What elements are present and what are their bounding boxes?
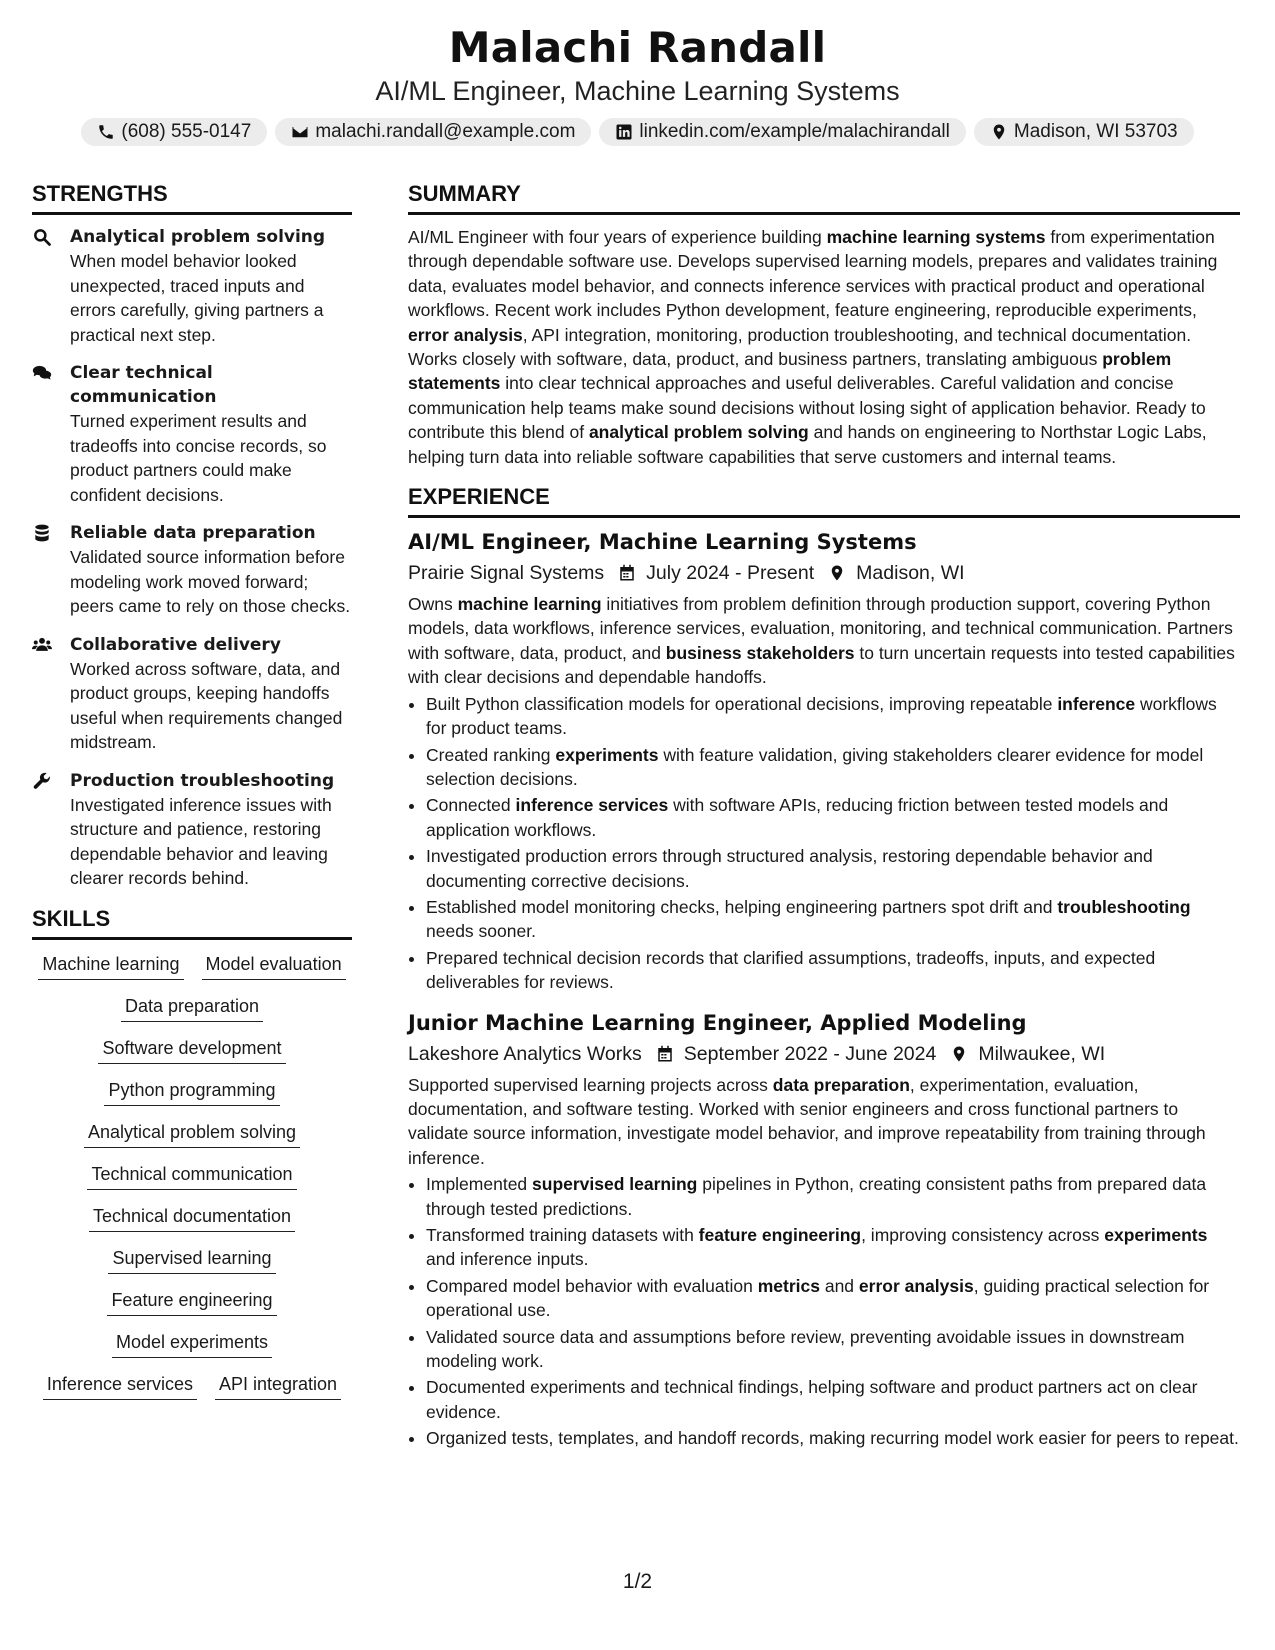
- strength-title: Analytical problem solving: [70, 227, 326, 247]
- phone-icon: [97, 123, 115, 141]
- job-entry: [408, 1009, 1240, 1451]
- right-column: [408, 180, 1240, 1465]
- emphasis-text: analytical problem solving: [588, 422, 809, 443]
- resume-header: [0, 22, 1275, 146]
- job-title: AI/ML Engineer, Machine Learning Systems: [408, 530, 917, 555]
- skill-tag: API integration: [215, 1372, 341, 1400]
- job-bullet: • Compared model behavior with evaluation metrics and error analysis, guiding practical selection for operational use.: [426, 1274, 1240, 1323]
- left-column: [32, 180, 352, 1400]
- strength-item: [32, 361, 352, 507]
- candidate-name: Malachi Randall: [448, 23, 827, 72]
- map-pin-icon: [828, 564, 846, 582]
- wrench-icon: [32, 771, 52, 791]
- emphasis-text: error analysis: [858, 1275, 974, 1296]
- comments-icon: [32, 363, 52, 383]
- skills-heading: SKILLS: [32, 905, 352, 940]
- contact-linkedin[interactable]: [599, 118, 966, 146]
- contact-phone-text: (608) 555-0147: [121, 121, 252, 142]
- emphasis-text: machine learning systems: [826, 227, 1046, 247]
- skill-tag: Analytical problem solving: [84, 1120, 300, 1148]
- emphasis-text: problem statements: [408, 349, 1172, 394]
- strength-desc: Investigated inference issues with structure and patience, restoring dependable behavior and leaving clearer records behind.: [70, 794, 332, 888]
- contact-bar: [0, 118, 1275, 146]
- job-dates: September 2022 - June 2024: [683, 1042, 937, 1065]
- job-bullet: • Investigated production errors through structured analysis, restoring dependable behavior and documenting corrective decisions.: [426, 844, 1240, 893]
- emphasis-text: troubleshooting: [1057, 896, 1191, 917]
- strength-title: Production troubleshooting: [70, 770, 335, 791]
- job-meta: [408, 1039, 1240, 1069]
- job-bullet: • Established model monitoring checks, helping engineering partners spot drift and troubleshooting needs sooner.: [426, 895, 1240, 944]
- emphasis-text: supervised learning: [532, 1174, 698, 1195]
- summary-heading: SUMMARY: [408, 180, 1240, 215]
- map-pin-icon: [950, 1045, 968, 1063]
- strength-item: [32, 769, 352, 891]
- strength-item: [32, 225, 352, 347]
- skill-tag: Software development: [98, 1036, 285, 1064]
- skill-tag: Data preparation: [121, 994, 263, 1022]
- strengths-heading: STRENGTHS: [32, 180, 352, 215]
- skill-tag: Inference services: [43, 1372, 197, 1400]
- strength-title: Clear technical communication: [70, 363, 217, 407]
- job-dates: July 2024 - Present: [646, 562, 815, 585]
- contact-phone[interactable]: [81, 118, 267, 146]
- contact-location-text: Madison, WI 53703: [1013, 121, 1178, 142]
- job-meta: [408, 558, 1240, 588]
- job-bullet: • Validated source data and assumptions before review, preventing avoidable issues in downstream modeling work.: [426, 1325, 1240, 1374]
- job-bullet: • Connected inference services with software APIs, reducing friction between tested models and application workflows.: [426, 793, 1240, 842]
- skill-tag: Machine learning: [38, 952, 183, 980]
- skill-tag: Technical documentation: [89, 1204, 295, 1232]
- calendar-icon: [656, 1045, 674, 1063]
- strength-desc: Turned experiment results and tradeoffs into concise records, so product partners could make confident decisions.: [70, 411, 327, 505]
- emphasis-text: metrics: [757, 1275, 820, 1296]
- emphasis-text: experiments: [1104, 1225, 1208, 1245]
- skill-tag: Supervised learning: [108, 1246, 275, 1274]
- summary-text: AI/ML Engineer with four years of experience building machine learning systems from experimentation through dependable software use. Develops supervised learning models, prepares and validates training data, evaluates model behavior, and connects inference services with practical product and operational workflows. Recent work includes Python development, feature engineering, reproducible experiments, error analysis, API integration, monitoring, production troubleshooting, and technical documentation. Works closely with software, data, product, and business partners, translating ambiguous problem statements into clear technical approaches and useful deliverables. Careful validation and concise communication help teams make sound decisions without losing sight of application behavior. Ready to contribute this blend of analytical problem solving and hands on engineering to Northstar Logic Labs, helping turn data into reliable software capabilities that serve customers and internal teams.: [408, 227, 1218, 467]
- contact-email-text: malachi.randall@example.com: [315, 121, 576, 142]
- job-bullet: • Transformed training datasets with feature engineering, improving consistency across experiments and inference inputs.: [426, 1223, 1240, 1272]
- strength-desc: When model behavior looked unexpected, traced inputs and errors carefully, giving partners a practical next step.: [70, 251, 324, 345]
- linkedin-icon: [615, 123, 633, 141]
- job-company: Prairie Signal Systems: [408, 562, 605, 585]
- emphasis-text: machine learning: [457, 594, 602, 615]
- strength-item: [32, 633, 352, 755]
- job-bullets: [408, 1172, 1240, 1450]
- emphasis-text: inference: [1057, 693, 1136, 714]
- strength-item: [32, 521, 352, 619]
- strength-desc: Validated source information before modeling work moved forward; peers came to rely on those checks.: [70, 547, 351, 616]
- contact-email[interactable]: [275, 118, 591, 146]
- job-bullet: • Prepared technical decision records that clarified assumptions, tradeoffs, inputs, and expected deliverables for reviews.: [426, 946, 1240, 995]
- emphasis-text: experiments: [555, 744, 659, 765]
- skill-tag: Model experiments: [112, 1330, 272, 1358]
- job-location: Milwaukee, WI: [978, 1042, 1106, 1065]
- search-icon: [32, 227, 52, 247]
- emphasis-text: business stakeholders: [665, 642, 855, 663]
- skill-tag: Feature engineering: [107, 1288, 276, 1316]
- map-pin-icon: [990, 123, 1008, 141]
- emphasis-text: error analysis: [408, 324, 523, 345]
- emphasis-text: inference services: [515, 795, 669, 816]
- experience-heading: EXPERIENCE: [408, 483, 1240, 518]
- skill-tag: Model evaluation: [202, 952, 346, 980]
- calendar-icon: [618, 564, 636, 582]
- job-bullet: • Implemented supervised learning pipelines in Python, creating consistent paths from prepared data through tested predictions.: [426, 1172, 1240, 1221]
- job-bullet: • Organized tests, templates, and handoff records, making recurring model work easier for peers to repeat.: [426, 1426, 1240, 1450]
- job-description: Supported supervised learning projects across data preparation, experimentation, evaluation, documentation, and software testing. Worked with senior engineers and cross functional partners to validate source information, investigate model behavior, and improve repeatability from training through inference.: [408, 1074, 1206, 1168]
- contact-linkedin-text: linkedin.com/example/malachirandall: [639, 121, 950, 142]
- job-entry: [408, 528, 1240, 995]
- job-bullet: • Built Python classification models for operational decisions, improving repeatable inference workflows for product teams.: [426, 692, 1240, 741]
- job-location: Madison, WI: [856, 562, 965, 585]
- skill-tag: Python programming: [104, 1078, 279, 1106]
- emphasis-text: feature engineering: [698, 1225, 862, 1245]
- database-icon: [32, 523, 52, 543]
- emphasis-text: data preparation: [772, 1074, 910, 1095]
- job-bullet: • Documented experiments and technical findings, helping software and product partners act on clear evidence.: [426, 1375, 1240, 1424]
- skills-list: [32, 952, 352, 1400]
- job-description: Owns machine learning initiatives from problem definition through production support, covering Python models, data workflows, inference services, evaluation, monitoring, and technical communication. Partners with software, data, product, and business stakeholders to turn uncertain requests into tested capabilities with clear decisions and dependable handoffs.: [408, 594, 1235, 688]
- job-bullet: • Created ranking experiments with feature validation, giving stakeholders clearer evidence for model selection decisions.: [426, 743, 1240, 792]
- users-icon: [32, 635, 52, 655]
- candidate-title: AI/ML Engineer, Machine Learning Systems: [375, 76, 900, 106]
- page-number: 1/2: [622, 1570, 653, 1593]
- skill-tag: Technical communication: [87, 1162, 296, 1190]
- contact-location: [974, 118, 1194, 146]
- job-bullets: [408, 692, 1240, 995]
- strength-desc: Worked across software, data, and product groups, keeping handoffs useful when requirements changed midstream.: [70, 658, 343, 752]
- job-title: Junior Machine Learning Engineer, Applied Modeling: [408, 1010, 1027, 1035]
- strength-title: Collaborative delivery: [70, 634, 281, 655]
- strength-title: Reliable data preparation: [70, 523, 316, 543]
- job-company: Lakeshore Analytics Works: [408, 1042, 642, 1065]
- envelope-icon: [291, 123, 309, 141]
